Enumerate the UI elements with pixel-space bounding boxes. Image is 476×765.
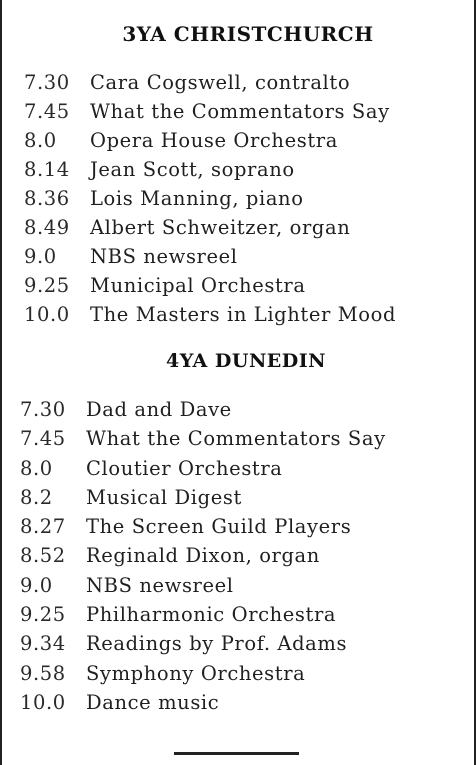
schedule-program: NBS newsreel (90, 245, 238, 268)
schedule-program: What the Commentators Say (86, 427, 386, 451)
schedule-time: 8.52 (20, 544, 66, 568)
schedule-time: 8.0 (20, 456, 53, 480)
schedule-time: 7.30 (20, 398, 66, 421)
schedule-time: 8.14 (24, 158, 70, 181)
schedule-program: NBS newsreel (86, 573, 234, 597)
schedule-time: 9.58 (20, 661, 66, 685)
schedule-row (2, 126, 476, 155)
schedule-row (2, 541, 476, 570)
schedule-program: Opera House Orchestra (90, 129, 338, 152)
schedule-program: Cloutier Orchestra (86, 456, 283, 480)
schedule-program: Reginald Dixon, organ (86, 544, 320, 568)
section-divider-rule (174, 752, 299, 755)
schedule-program: What the Commentators Say (90, 100, 390, 123)
schedule-time: 9.0 (24, 245, 57, 268)
schedule-program: Cara Cogswell, contralto (90, 71, 351, 94)
schedule-row (2, 483, 476, 512)
schedule-row (2, 512, 476, 541)
schedule-program: Jean Scott, soprano (90, 158, 295, 181)
schedule-time: 8.2 (20, 485, 53, 509)
schedule-row (2, 629, 476, 658)
schedule-program: The Screen Guild Players (86, 515, 352, 539)
schedule-row (2, 68, 476, 97)
schedule-list-dunedin (2, 395, 476, 717)
schedule-row (2, 300, 476, 329)
schedule-row (2, 688, 476, 717)
schedule-row (2, 242, 476, 271)
schedule-program: Dad and Dave (86, 398, 232, 421)
schedule-row (2, 571, 476, 600)
schedule-time: 8.49 (24, 216, 70, 239)
schedule-row (2, 600, 476, 629)
schedule-time: 9.25 (24, 274, 70, 297)
schedule-program: Symphony Orchestra (86, 661, 306, 685)
schedule-row (2, 454, 476, 483)
station-heading-christchurch: 3YA CHRISTCHURCH (122, 22, 374, 46)
schedule-list-christchurch (2, 68, 476, 329)
schedule-row (2, 213, 476, 242)
schedule-row (2, 395, 476, 424)
schedule-time: 7.30 (24, 71, 70, 94)
schedule-row (2, 97, 476, 126)
schedule-time: 7.45 (20, 427, 66, 451)
schedule-time: 8.36 (24, 187, 70, 210)
schedule-program: Lois Manning, piano (90, 187, 304, 210)
schedule-row (2, 184, 476, 213)
schedule-time: 9.25 (20, 603, 66, 627)
schedule-program: Musical Digest (86, 485, 242, 509)
schedule-row (2, 271, 476, 300)
schedule-program: Albert Schweitzer, organ (90, 216, 351, 239)
schedule-row (2, 659, 476, 688)
schedule-program: Municipal Orchestra (90, 274, 306, 297)
schedule-row (2, 424, 476, 453)
schedule-row (2, 155, 476, 184)
station-heading-dunedin: 4YA DUNEDIN (165, 350, 327, 372)
schedule-time: 10.0 (24, 303, 70, 326)
schedule-time: 9.0 (20, 573, 53, 597)
schedule-time: 9.34 (20, 632, 66, 656)
schedule-time: 8.27 (20, 515, 66, 539)
schedule-program: Dance music (86, 690, 220, 714)
schedule-program: Philharmonic Orchestra (86, 603, 337, 627)
schedule-program: Readings by Prof. Adams (86, 632, 348, 656)
schedule-time: 8.0 (24, 129, 57, 152)
schedule-program: The Masters in Lighter Mood (90, 303, 397, 326)
schedule-time: 7.45 (24, 100, 70, 123)
schedule-time: 10.0 (20, 690, 66, 714)
